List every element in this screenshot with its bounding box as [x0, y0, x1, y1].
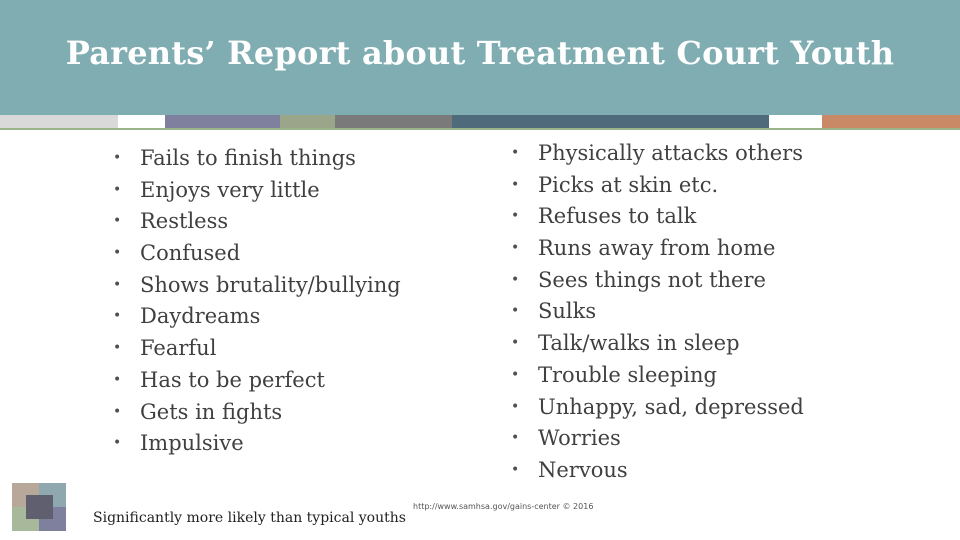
- list-item: [113, 175, 473, 207]
- footnote: Significantly more likely than typical youths: [93, 510, 406, 526]
- list-item-text: Refuses to talk: [538, 204, 697, 229]
- list-item-text: Impulsive: [140, 431, 244, 456]
- left-bullet-list: [113, 143, 473, 460]
- stripe-segment: [769, 115, 822, 128]
- bullet-icon: •: [511, 176, 520, 193]
- list-item: [511, 170, 931, 202]
- list-item: [113, 206, 473, 238]
- logo-icon: [12, 483, 66, 531]
- list-item: [113, 333, 473, 365]
- list-item: [113, 143, 473, 175]
- list-item-text: Worries: [538, 426, 621, 451]
- bullet-icon: •: [511, 461, 520, 478]
- stripe-segment: [452, 115, 769, 128]
- stripe-segment: [280, 115, 335, 128]
- bullet-icon: •: [511, 366, 520, 383]
- list-item: [511, 296, 931, 328]
- list-item-text: Unhappy, sad, depressed: [538, 394, 804, 419]
- bullet-icon: •: [113, 276, 122, 293]
- stripe-segment: [165, 115, 280, 128]
- list-item: [511, 138, 931, 170]
- list-item: [113, 428, 473, 460]
- list-item-text: Trouble sleeping: [538, 362, 717, 387]
- stripe-underline: [0, 128, 960, 130]
- list-item-text: Physically attacks others: [538, 141, 803, 165]
- list-item: [511, 233, 931, 265]
- bullet-icon: •: [511, 398, 520, 415]
- bullet-icon: •: [511, 335, 520, 352]
- bullet-icon: •: [113, 340, 122, 357]
- list-item-text: Fearful: [140, 336, 217, 361]
- list-item: [511, 360, 931, 392]
- list-item-text: Shows brutality/bullying: [140, 272, 401, 297]
- right-bullet-list: [511, 138, 931, 487]
- list-item: [511, 265, 931, 297]
- list-item: [113, 397, 473, 429]
- list-item-text: Fails to finish things: [140, 146, 356, 170]
- source-citation: http://www.samhsa.gov/gains-center © 2016: [413, 502, 594, 511]
- bullet-icon: •: [511, 208, 520, 225]
- list-item: [113, 365, 473, 397]
- bullet-icon: •: [113, 181, 122, 198]
- bullet-icon: •: [511, 240, 520, 257]
- bullet-icon: •: [113, 403, 122, 420]
- bullet-icon: •: [113, 245, 122, 262]
- stripe-segment: [0, 115, 118, 128]
- bullet-icon: •: [113, 213, 122, 230]
- stripe-segment: [335, 115, 452, 128]
- list-item-text: Has to be perfect: [140, 367, 325, 392]
- list-item-text: Enjoys very little: [140, 177, 320, 202]
- list-item: [113, 301, 473, 333]
- list-item: [511, 455, 931, 487]
- slide-title: Parents’ Report about Treatment Court Youth: [65, 34, 895, 72]
- bullet-icon: •: [113, 308, 122, 325]
- list-item-text: Gets in fights: [140, 399, 283, 424]
- list-item-text: Talk/walks in sleep: [538, 331, 740, 356]
- list-item-text: Confused: [140, 241, 241, 266]
- list-item: [113, 270, 473, 302]
- list-item: [511, 201, 931, 233]
- list-item: [511, 392, 931, 424]
- title-banner: [0, 0, 960, 115]
- list-item-text: Sees things not there: [538, 267, 766, 292]
- list-item-text: Runs away from home: [538, 236, 776, 261]
- list-item: [511, 423, 931, 455]
- list-item-text: Sulks: [538, 299, 597, 324]
- list-item-text: Daydreams: [140, 304, 261, 329]
- bullet-icon: •: [113, 371, 122, 388]
- list-item-text: Restless: [140, 209, 229, 234]
- bullet-icon: •: [511, 430, 520, 447]
- bullet-icon: •: [511, 145, 520, 161]
- list-item-text: Nervous: [538, 457, 628, 482]
- list-item-text: Picks at skin etc.: [538, 172, 719, 197]
- stripe-segment: [118, 115, 165, 128]
- bullet-icon: •: [511, 303, 520, 320]
- bullet-icon: •: [113, 435, 122, 452]
- list-item: [511, 328, 931, 360]
- color-stripe-bar: [0, 115, 960, 128]
- bullet-icon: •: [511, 271, 520, 288]
- list-item: [113, 238, 473, 270]
- stripe-segment: [822, 115, 960, 128]
- bullet-icon: •: [113, 150, 122, 166]
